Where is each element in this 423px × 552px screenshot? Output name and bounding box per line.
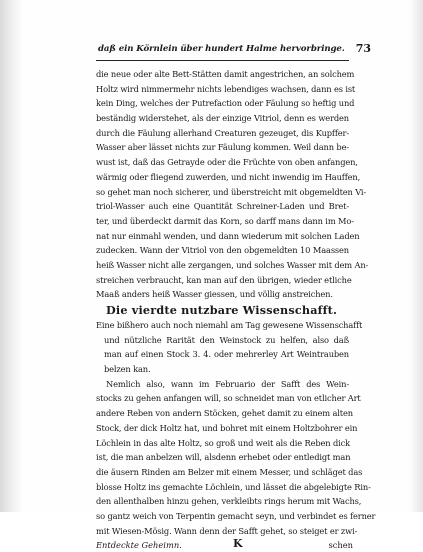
text-line: die neue oder alte Bett-Stätten damit angestrichen, an solchem: [96, 69, 355, 79]
text-line: stocks zu gehen anfangen will, so schneidet man von etlicher Art: [96, 393, 361, 404]
text-line: ter, und überdeckt darmit das Korn, so darff mans dann im Mo-: [96, 215, 354, 226]
text-line: Maaß anders heiß Wasser giessen, und völlig anstreichen.: [96, 289, 333, 300]
paragraph-vitriol: [96, 67, 369, 302]
text-line: kein Ding, welches der Putrefaction oder Fäulung so heftig und: [96, 98, 355, 109]
text-line: so gantz weich von Terpentin gemacht seyn, und verbindet es ferner: [96, 510, 376, 521]
text-line: blosse Holtz ins gemachte Löchlein, und lässet die abgelebigte Rin-: [96, 481, 371, 492]
text-line: Holtz wird nimmermehr nichts lebendiges wachsen, dann es ist: [96, 83, 356, 94]
text-line: man auf einen Stock 3. 4. oder mehrerley Art Weintrauben: [104, 349, 349, 360]
text-block: [96, 40, 376, 552]
text-line: den allenthalben hinzu gehen, verkleibts rings herum mit Wachs,: [96, 496, 362, 507]
text-line: beständig widerstehet, als der einzige Vitriol, denn es werden: [96, 113, 349, 124]
text-line: Wasser aber lässet nichts zur Fäulung kommen. Weil dann be-: [96, 142, 349, 153]
text-line: ist, die man anbelzen will, alsdenn erhebet oder entledigt man: [96, 452, 351, 463]
section-summary: [96, 318, 363, 377]
page-footer: [96, 537, 353, 552]
scan-shadow-right: [409, 0, 423, 512]
page-number: 73: [355, 42, 371, 55]
running-head: daß ein Körnlein über hundert Halme hervorbringe.: [98, 44, 345, 54]
text-line: mit Wiesen-Mösig. Wann denn der Safft gehet, so steiget er zwi-: [96, 525, 358, 536]
text-line: und nützliche Rarität den Weinstock zu helfen, also daß: [104, 334, 349, 345]
text-line: Eine bißhero auch noch niemahl am Tag gewesene Wissenschafft: [96, 320, 363, 330]
text-line: triol-Wasser auch eine Quantität Schreiner-Laden und Bret-: [96, 201, 349, 212]
catchword: schen: [328, 540, 353, 551]
text-line: Stock, der dick Holtz hat, und bohret mit einem Holtzbohrer ein: [96, 422, 358, 433]
text-line: nat nur einmahl wenden, und dann wiederum mit solchen Laden: [96, 230, 360, 241]
section-heading: Die vierdte nutzbare Wissenschafft.: [106, 303, 338, 317]
text-line: zudecken. Wann der Vitriol von den obgemeldten 10 Maassen: [96, 245, 349, 256]
text-line: wärmig oder fliegend zuwerden, und nicht inwendig im Hauffen,: [96, 171, 361, 182]
text-line: wust ist, daß das Getrayde oder die Früchte von oben anfangen,: [96, 157, 358, 168]
page-header: [96, 40, 371, 61]
scan-shadow-left: [0, 0, 24, 512]
text-line: die äusern Rinden am Belzer mit einem Messer, und schläget das: [96, 466, 363, 477]
text-line: heiß Wasser nicht alle zergangen, und solches Wasser mit dem An-: [96, 259, 369, 270]
text-line: Nemlich also, wann im Februario der Safft des Wein-: [106, 378, 349, 389]
paragraph-grafting: [96, 377, 376, 539]
text-line: belzen kan.: [104, 364, 151, 375]
text-line: so gehet man noch sicherer, und überstreicht mit obgemeldten Vi-: [96, 186, 367, 197]
text-line: streichen verbraucht, kan man auf den übrigen, wieder etliche: [96, 274, 352, 285]
signature-mark: K: [233, 537, 243, 551]
text-line: andere Reben von andern Stöcken, gehet damit zu einem alten: [96, 408, 353, 419]
footer-title: Entdeckte Geheimn.: [96, 540, 182, 551]
text-line: Löchlein in das alte Holtz, so groß und weit als die Reben dick: [96, 437, 350, 448]
text-line: durch die Fäulung allerhand Creaturen gezeuget, dis Kupffer-: [96, 127, 349, 138]
